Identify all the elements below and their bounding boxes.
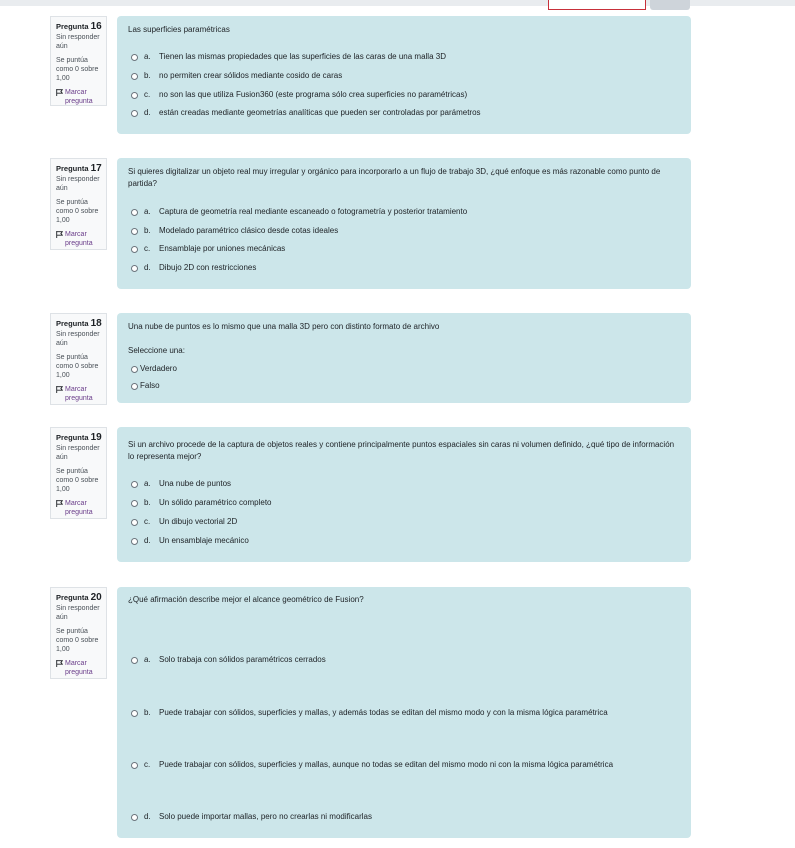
- question-info: [50, 587, 107, 679]
- question-grade: Se puntúa como 0 sobre 1,00: [56, 628, 99, 653]
- answer-option[interactable]: c. Un dibujo vectorial 2D: [131, 517, 237, 527]
- radio-button[interactable]: [131, 519, 138, 526]
- radio-button[interactable]: [131, 383, 138, 390]
- answer-option[interactable]: c. no son las que utiliza Fusion360 (este programa sólo crea superficies no paramétricas): [131, 90, 467, 100]
- question-content: [117, 313, 691, 403]
- question-info: [50, 427, 107, 519]
- question-state: Sin responder aún: [56, 176, 100, 192]
- answer-option[interactable]: Verdadero: [131, 364, 177, 374]
- question-number: Pregunta 20: [56, 592, 102, 603]
- radio-button[interactable]: [131, 481, 138, 488]
- flag-icon: [56, 89, 63, 96]
- radio-button[interactable]: [131, 92, 138, 99]
- question-number: Pregunta 18: [56, 318, 102, 329]
- answer-option[interactable]: c. Puede trabajar con sólidos, superficies y mallas, aunque no todas se editan del mismo modo ni con la misma lógica paramétrica: [131, 760, 613, 770]
- radio-button[interactable]: [131, 538, 138, 545]
- answer-option[interactable]: a. Tienen las mismas propiedades que las superficies de las caras de una malla 3D: [131, 52, 446, 62]
- answer-option[interactable]: Falso: [131, 381, 160, 391]
- flag-question-link[interactable]: Marcar pregunta: [56, 88, 102, 106]
- question-number: Pregunta 19: [56, 432, 102, 443]
- answer-option[interactable]: b. Un sólido paramétrico completo: [131, 498, 272, 508]
- radio-button[interactable]: [131, 762, 138, 769]
- radio-button[interactable]: [131, 710, 138, 717]
- answer-option[interactable]: d. Solo puede importar mallas, pero no crearlas ni modificarlas: [131, 812, 372, 822]
- question-grade: Se puntúa como 0 sobre 1,00: [56, 199, 99, 224]
- question-state: Sin responder aún: [56, 34, 100, 50]
- question-info: [50, 16, 107, 106]
- question-number: Pregunta 16: [56, 21, 102, 32]
- radio-button[interactable]: [131, 54, 138, 61]
- question-grade: Se puntúa como 0 sobre 1,00: [56, 354, 99, 379]
- flag-question-link[interactable]: Marcar pregunta: [56, 499, 102, 517]
- radio-button[interactable]: [131, 209, 138, 216]
- question-content: [117, 427, 691, 562]
- question-grade: Se puntúa como 0 sobre 1,00: [56, 468, 99, 493]
- answer-option[interactable]: d. están creadas mediante geometrías analíticas que pueden ser controladas por parámetros: [131, 108, 481, 118]
- radio-button[interactable]: [131, 228, 138, 235]
- question-info: [50, 158, 107, 250]
- radio-button[interactable]: [131, 657, 138, 664]
- question-number: Pregunta 17: [56, 163, 102, 174]
- top-partial-input[interactable]: [548, 0, 646, 10]
- answer-option[interactable]: a. Una nube de puntos: [131, 479, 231, 489]
- question-text: Una nube de puntos es lo mismo que una malla 3D pero con distinto formato de archivo: [128, 322, 440, 331]
- answer-option[interactable]: d. Un ensamblaje mecánico: [131, 536, 249, 546]
- radio-button[interactable]: [131, 366, 138, 373]
- radio-button[interactable]: [131, 265, 138, 272]
- radio-button[interactable]: [131, 814, 138, 821]
- flag-question-link[interactable]: Marcar pregunta: [56, 385, 102, 403]
- answer-option[interactable]: b. no permiten crear sólidos mediante cosido de caras: [131, 71, 342, 81]
- question-state: Sin responder aún: [56, 445, 100, 461]
- flag-question-link[interactable]: Marcar pregunta: [56, 659, 102, 677]
- flag-question-link[interactable]: Marcar pregunta: [56, 230, 102, 248]
- question-info: [50, 313, 107, 405]
- answer-option[interactable]: c. Ensamblaje por uniones mecánicas: [131, 244, 285, 254]
- radio-button[interactable]: [131, 500, 138, 507]
- question-content: [117, 16, 691, 134]
- question-text: Si un archivo procede de la captura de objetos reales y contiene principalmente puntos espaciales sin caras ni volumen definido, ¿qué tipo de información lo representa mejor?: [128, 440, 675, 461]
- flag-icon: [56, 386, 63, 393]
- flag-icon: [56, 660, 63, 667]
- answer-option[interactable]: a. Captura de geometría real mediante escaneado o fotogrametría y posterior tratamiento: [131, 207, 467, 217]
- question-text: ¿Qué afirmación describe mejor el alcance geométrico de Fusion?: [128, 595, 364, 604]
- question-text: Si quieres digitalizar un objeto real muy irregular y orgánico para incorporarlo a un flujo de trabajo 3D, ¿qué enfoque es más razonable como punto de partida?: [128, 167, 661, 188]
- question-content: [117, 158, 691, 289]
- answer-option[interactable]: b. Modelado paramétrico clásico desde cotas ideales: [131, 226, 338, 236]
- flag-icon: [56, 500, 63, 507]
- question-grade: Se puntúa como 0 sobre 1,00: [56, 57, 99, 82]
- question-content: [117, 587, 691, 838]
- question-text: Las superficies paramétricas: [128, 25, 230, 34]
- radio-button[interactable]: [131, 246, 138, 253]
- radio-button[interactable]: [131, 73, 138, 80]
- radio-button[interactable]: [131, 110, 138, 117]
- question-state: Sin responder aún: [56, 605, 100, 621]
- top-partial-button[interactable]: [650, 0, 690, 10]
- flag-icon: [56, 231, 63, 238]
- answer-option[interactable]: b. Puede trabajar con sólidos, superficies y mallas, y además todas se editan del mismo modo y con la misma lógica paramétrica: [131, 708, 608, 718]
- answer-option[interactable]: d. Dibujo 2D con restricciones: [131, 263, 256, 273]
- select-one-prompt: Seleccione una:: [128, 346, 185, 355]
- question-state: Sin responder aún: [56, 331, 100, 347]
- answer-option[interactable]: a. Solo trabaja con sólidos paramétricos cerrados: [131, 655, 326, 665]
